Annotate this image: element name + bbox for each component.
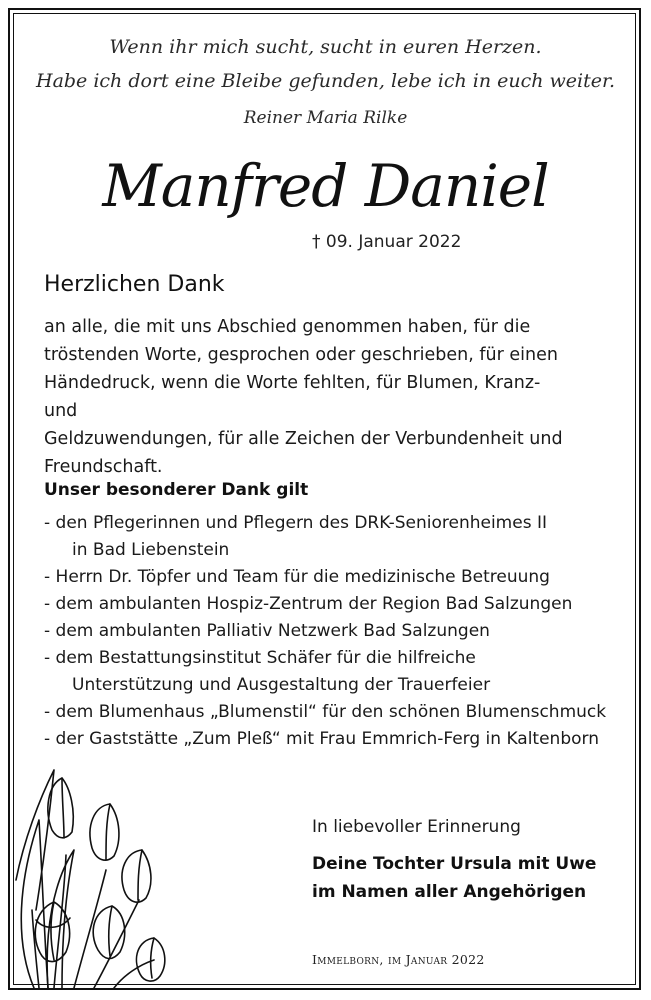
signer-line: im Namen aller Angehörigen [312,882,587,902]
quote-line-2: Habe ich dort eine Bleibe gefunden, lebe ich in euch weiter. [36,70,615,92]
list-item-text: - der Gaststätte „Zum Pleß“ mit Frau Emmrich-Ferg in Kaltenborn [44,729,599,749]
list-item-text: - dem Bestattungsinstitut Schäfer für die hilfreiche [44,648,476,668]
list-item [44,564,634,591]
list-item [44,510,634,564]
list-item-continuation: in Bad Liebenstein [72,540,230,560]
special-thanks-list [44,510,634,753]
list-item-text: - den Pflegerinnen und Pflegern des DRK-Seniorenheimes II [44,513,547,533]
list-item [44,591,634,618]
thanks-line: Geldzuwendungen, für alle Zeichen der Verbundenheit und [44,429,563,449]
list-item-continuation: Unterstützung und Ausgestaltung der Trauerfeier [72,675,491,695]
signers [312,850,596,906]
signer-line: Deine Tochter Ursula mit Uwe [312,854,597,874]
thanks-line: tröstenden Worte, gesprochen oder geschrieben, für einen [44,345,558,365]
thanks-line: an alle, die mit uns Abschied genommen haben, für die [44,317,531,337]
list-item-text: - dem Blumenhaus „Blumenstil“ für den schönen Blumenschmuck [44,702,607,722]
list-item-text: - dem ambulanten Hospiz-Zentrum der Region Bad Salzungen [44,594,573,614]
thanks-text [44,313,564,481]
memory-line: In liebevoller Erinnerung [312,817,521,837]
deceased-name: Manfred Daniel [102,152,549,220]
quote-author: Reiner Maria Rilke [243,108,408,128]
list-item [44,699,634,726]
list-item [44,645,634,699]
list-item-text: - Herrn Dr. Töpfer und Team für die medizinische Betreuung [44,567,550,587]
list-item [44,618,634,645]
list-item-text: - dem ambulanten Palliativ Netzwerk Bad Salzungen [44,621,490,641]
thanks-line: Freundschaft. [44,457,163,477]
death-date: † 09. Januar 2022 [312,232,462,252]
tulip-bouquet-icon [14,760,184,988]
place-date: Immelborn, im Januar 2022 [312,952,485,967]
quote-line-1: Wenn ihr mich sucht, sucht in euren Herzen. [109,36,542,58]
list-item [44,726,634,753]
thanks-heading: Herzlichen Dank [44,272,225,297]
thanks-line: Händedruck, wenn die Worte fehlten, für Blumen, Kranz- und [44,373,541,421]
special-thanks-heading: Unser besonderer Dank gilt [44,480,309,500]
